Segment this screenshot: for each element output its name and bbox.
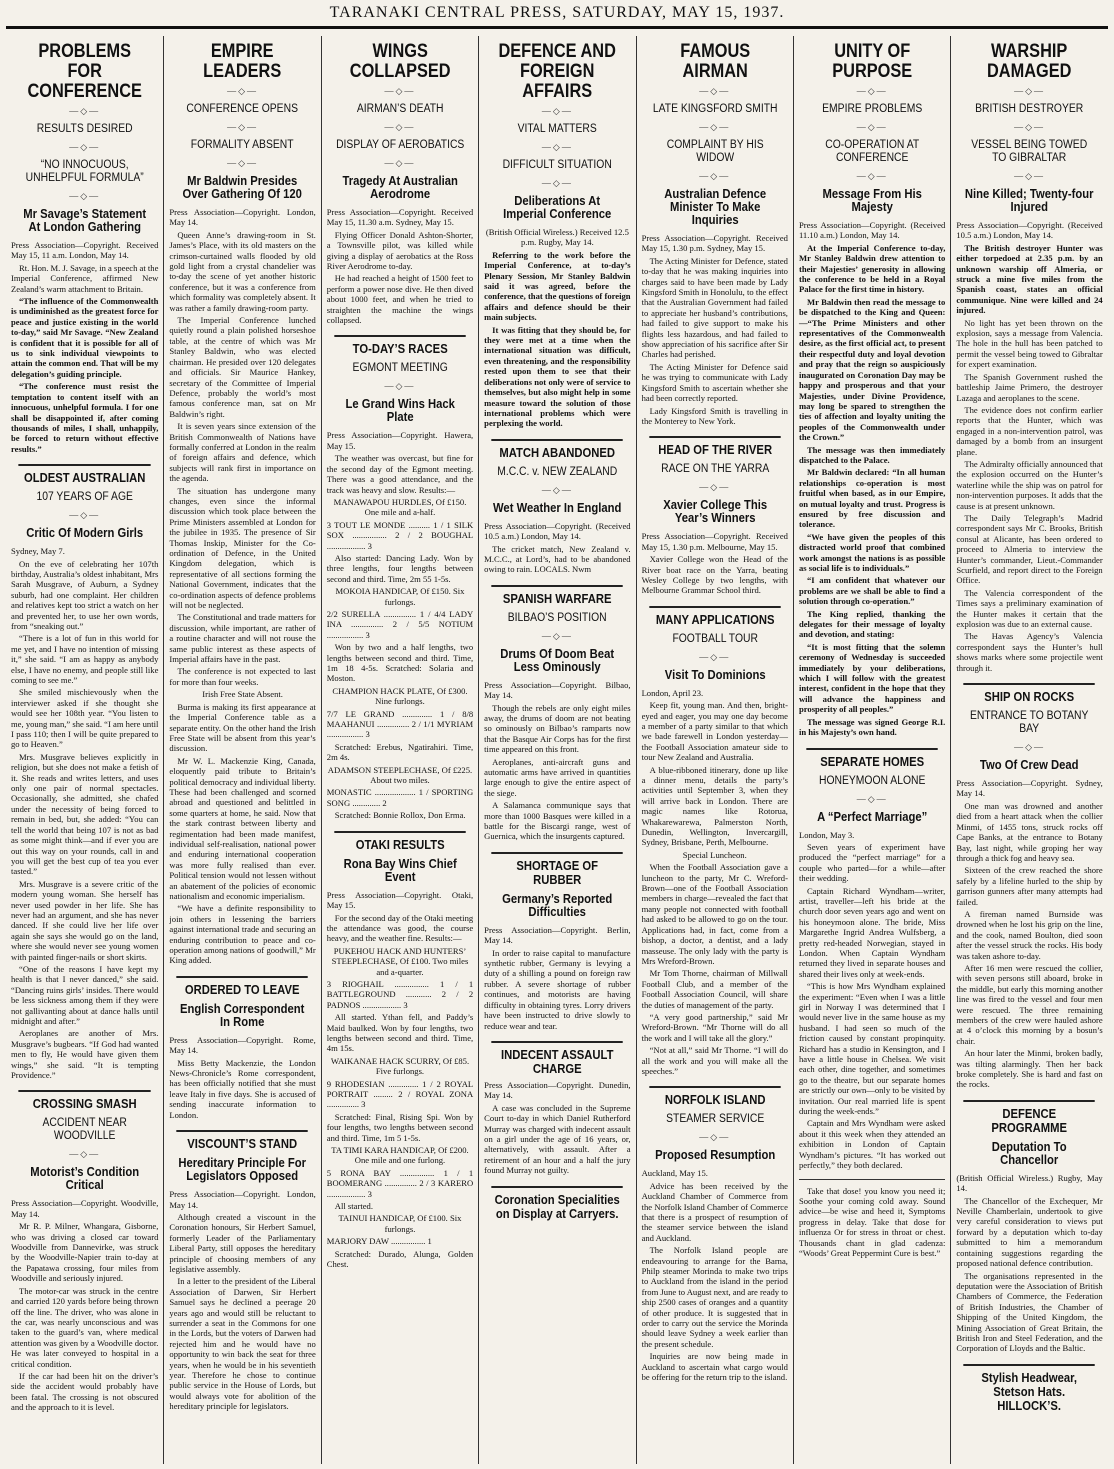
subhead-centered: MANAWAPOU HURDLES, Of £150. One mile and a-half. [333, 496, 467, 518]
masthead-rule [6, 26, 1108, 29]
subheading: HONEYMOON ALONE [818, 774, 926, 787]
subheading: VITAL MATTERS [517, 123, 597, 135]
dateline: Press Association—Copyright. Hawera, May 15. [326, 430, 474, 451]
subheading: Message From His Majesty [822, 187, 922, 214]
paragraph: Won by two and a half lengths, two lengths between second and third. Time, 1m 18 4-5s. Scratched: Solaria and Moston. [326, 642, 474, 684]
paragraph: “We have given the peoples of this distracted world proof that combined work amongst the nations is as possible as social life is to individuals.” [798, 531, 946, 573]
subheading: STEAMER SERVICE [665, 1113, 764, 1126]
ornament-divider: —◇— [69, 191, 101, 201]
dateline: MARJORY DAW ................ 1 [326, 1236, 432, 1247]
subhead-centered: (British Official Wireless.) Received 12.5 p.m. Rugby, May 14. [485, 227, 629, 248]
ornament-divider: —◇— [541, 630, 573, 641]
subheading: Hereditary Principle For Legislators Opposed [178, 1156, 307, 1184]
subhead-centered: CHAMPION HACK PLATE, Of £300. Nine furlongs. [332, 685, 468, 707]
subheading: COMPLAINT BY HIS WIDOW [666, 139, 764, 164]
subheading: Two Of Crew Dead [980, 758, 1079, 773]
column-6 [793, 36, 950, 1464]
paragraph: Captain and Mrs Wyndham were asked about it this week when they attended an exhibition in London of Captain Wyndham’s pictures. “It has worked out perfectly,” they both declared. [798, 1118, 946, 1171]
paragraph: After 16 men were rescued the collier, with seven persons still aboard, broke in the middle, but early this morning another line was fired to the vessel and four men were rescued. The three remaining members of the crew were hauled ashore at 4 o’clock this morning by a bosun’s chair. [956, 962, 1103, 1046]
subheading: Visit To Dominions [664, 667, 766, 682]
ornament-divider: —◇— [227, 122, 259, 132]
paragraph: Take that dose! you know you need it; Soothe your coming cold away. Sound advice—be wise and heed it, Symptoms progress in delay. Take that dose for influenza Or for stress in throat or chest. Thousands chant in glad cadenza: “Woods’ Great Peppermint Cure is best.” [798, 1185, 946, 1258]
ornament-divider: —◇— [856, 86, 888, 96]
paragraph: Mrs. Musgrave is a severe critic of the modern young woman. She herself has never used powder in her life. She has never had an argument, and she has never danced. If she could live her life over again she says she would go on the land, where she would never see young women with painted finger-nails or short skirts. [11, 878, 159, 962]
paragraph: All started. Ythan fell, and Paddy’s Maid baulked. Won by four lengths, two lengths between second and third. Time, 4m 15s. [326, 1012, 474, 1054]
paragraph: At the Imperial Conference to-day, Mr Stanley Baldwin drew attention to their Majesties’ generosity in allowing the conference to be held in a Royal Palace for the first time in history. [798, 242, 946, 295]
paragraph: The situation has undergone many changes, even since the informal discussion which took place between the Prime Ministers assembled at London for the jubilee in 1935. The presence of Sir Thomas Inskip, Minister for the Co-ordination of Defence, in the United Kingdom delegation, which is representative of all sections forming the National Government, indicates that the co-ordination aspects of defence problems will not be neglected. [169, 485, 316, 611]
dateline: London, April 23. [641, 687, 704, 698]
paragraph: The Acting Minister for Defence, stated to-day that he was making inquiries into charges said to have been made by Lady Kingsford Smith in Honolulu, to the effect that the Australian Government had failed to appreciate her husband’s contributions, had failed to give support to make his flights less hazardous, and had failed to show appreciation of his sacrifice after Sir Charles had perished. [641, 255, 788, 360]
paragraph: The Valencia correspondent of the Times says a preliminary examination of the Hunter makes it certain that the explosion was due to an external cause. [956, 587, 1103, 630]
paragraph: Mr W. L. Mackenzie King, Canada, eloquently paid tribute to Britain’s political democracy and individual liberty. These had been challenged and scorned abroad and questioned and belittled in some quarters at home, he said. Now that the stark contrast between liberty and regimentation had been made manifest, individual self-realisation, national power and enduring international cooperation was more fully realised than ever. Political tension would not lessen without an abatement of the policies of economic nationalism and economic imperialism. [169, 755, 316, 901]
paragraph: “The influence of the Commonwealth is undiminished as the greatest force for peace and justice existing in the world to-day,” said Mr Savage. “New Zealand is confident that it is possible for all of us to sink individual viewpoints to attain the common end. That will be my delegation’s guiding principle. [11, 296, 159, 379]
paragraph: Also started: Dancing Lady. Won by three lengths, four lengths between second and third. Time, 2m 55 1-5s. [326, 552, 474, 584]
paragraph: An hour later the Minmi, broken badly, was tilting alarmingly. Then her back broke completely. She is hard and fast on the rocks. [956, 1048, 1103, 1090]
paragraph: Seven years of experiment have produced the “perfect marriage” for a couple who parted—for a while—after their wedding. [798, 841, 946, 884]
dateline: Press Association—Copyright. (Received 10.5 a.m.) London, May 14. [484, 520, 631, 542]
paragraph: One man was drowned and another died from a heart attack when the collier Minmi, of 1455 tons, struck rocks off Cape Banks, at the entrance to Botany Bay, last night, while groping her way through a thick fog and heavy sea. [956, 800, 1103, 863]
dateline: 2/2 SURELLA ............... 1 / 4/4 LADY INA ............... 2 / 5/5 NOTIUM ................. 3 [326, 608, 474, 640]
paragraph: On the eve of celebrating her 107th birthday, Australia’s oldest inhabitant, Mrs Sarah Musgrave, of Auburn, a Sydney suburb, had one complaint. Her children and relatives kept too strict a watch on her and prevented her, to use her own words, from “sneaking out.” [11, 558, 159, 631]
dateline: Press Association—Copyright. Rome, May 14. [169, 1034, 316, 1056]
section-heading: Stylish Headwear, Stetson Hats. HILLOCK’S. [964, 1364, 1096, 1413]
section-heading: MATCH ABANDONED [491, 439, 623, 460]
subheading: Australian Defence Minister To Make Inquiries [663, 187, 766, 227]
masthead [0, 0, 1114, 34]
ornament-divider: —◇— [541, 106, 573, 116]
subheading: Critic Of Modern Girls [26, 526, 144, 541]
dateline: 7/7 LE GRAND .............. 1 / 8/8 MAAHANUI ............... 2 / 1/1 MYRIAM ................. 3 [326, 708, 474, 740]
dateline: Sydney, May 7. [11, 546, 65, 557]
subheading: ENTRANCE TO BOTANY BAY [970, 710, 1089, 736]
headline: EMPIRE LEADERS [203, 41, 282, 82]
paragraph: Referring to the work before the Imperial Conference, at to-day’s Plenary Session, Mr Stanley Baldwin said it was agreed, before the conference, that the questions of foreign affairs and defence should be their main subjects. [484, 249, 631, 323]
subheading: Le Grand Wins Hack Plate [345, 397, 455, 425]
subheading: Tragedy At Australian Aerodrome [342, 174, 458, 201]
ornament-divider: —◇— [1014, 742, 1045, 753]
ornament-divider: —◇— [699, 1132, 731, 1143]
subheading: A “Perfect Marriage” [817, 809, 928, 824]
dateline: Press Association—Copyright. London, May 14. [169, 207, 316, 228]
paragraph: When the Football Association gave a luncheon to the party, Mr C. Wreford-Brown—one of the Football Association members in charge—revealed the fact that many people not connected with football had asked to be allowed to go on the tour. Applications had, in fact, come from a bishop, a doctor, a dentist, and a lady masseuse. The only lady with the party is Mrs Wreford-Brown. [641, 862, 788, 966]
subheading: Xavier College This Year’s Winners [662, 498, 767, 526]
ornament-divider: —◇— [699, 482, 731, 493]
subhead-centered: WAIKANAE HACK SCURRY, Of £85. Five furlongs. [330, 1055, 470, 1077]
dateline: Press Association—Copyright. Sydney, May 14. [956, 778, 1103, 799]
subheading: EMPIRE PROBLEMS [822, 103, 923, 115]
paragraph: In order to raise capital to manufacture synthetic rubber, Germany is levying a duty of a shilling a pound on foreign raw rubber. A severe shortage of rubber continues, and motorists are having difficulty in obtaining tyres. Lorry drivers have been instructed to drive slowly to reduce wear and tear. [484, 947, 631, 1031]
paragraph: Captain Richard Wyndham—writer, artist, traveller—left his bride at the church door seven years ago and went on his honeymoon alone. The bride, Miss Margarethe Ingrid Andrea Wulfsberg, a pretty red-headed Norwegian, stayed in London. When Captain Wyndham returned they lived in separate houses and shared their lives only at week-ends. [798, 885, 946, 979]
ornament-divider: —◇— [69, 1149, 101, 1160]
section-heading: SEPARATE HOMES [806, 748, 938, 769]
paragraph: The weather was overcast, but fine for the second day of the Egmont meeting. There was a good attendance, and the track was heavy and slow. Results:— [326, 453, 474, 495]
paragraph: For the second day of the Otaki meeting the attendance was good, the course heavy, and the weather fine. Results:— [326, 912, 474, 944]
section-heading: SPANISH WARFARE [491, 585, 623, 606]
subhead-centered: ADAMSON STEEPLECHASE, Of £225. About two miles. [327, 764, 473, 786]
ornament-divider: —◇— [384, 381, 416, 392]
ornament-divider: —◇— [69, 510, 101, 521]
section-heading: INDECENT ASSAULT CHARGE [491, 1041, 623, 1076]
paragraph: No light has yet been thrown on the explosion, says a message from Valencia. The hole in the hull has been patched to permit the vessel being towed to Gibraltar for expert examination. [956, 317, 1103, 370]
paragraph: Miss Betty Mackenzie, the London News-Chronicle’s Rome correspondent, has been officially notified that she must leave Italy in five days. She is accused of sending inaccurate information to London. [169, 1057, 316, 1120]
ornament-divider: —◇— [384, 158, 416, 168]
subheading: RESULTS DESIRED [36, 123, 133, 135]
paragraph: Aeroplanes, anti-aircraft guns and automatic arms have arrived in quantities large enough to give the entire aspect of the siege. [484, 756, 631, 798]
paragraph: The organisations represented in the deputation were the Association of British Chambers of Commerce, the Federation of British Industries, the Chamber of Shipping of the United Kingdom, the Mining Association of Great Britain, the British Iron and Steel Federation, and the Corporation of Lloyds and the Baltic. [956, 1270, 1103, 1354]
paragraph: The message was then immediately dispatched to the Palace. [798, 444, 946, 465]
paragraph: “One of the reasons I have kept my health is that I never danced,” she said. “Dancing ruins girls’ insides. There would be less sickness among them if they were not gallivanting about at dance halls until midnight and after.” [11, 963, 159, 1026]
subheading: AIRMAN’S DEATH [356, 103, 444, 115]
subheading: FOOTBALL TOUR [672, 632, 758, 645]
paragraph: In a letter to the president of the Liberal Association of Darwen, Sir Herbert Samuel says he declined a peerage 20 years ago and would still be reluctant to surrender a seat in the Commons for one in the Lords, but the voters of Darwen had rejected him and he would have no opportunity to win back the seat for three years, when he would be in his seventieth year. Therefore he chose to continue public service in the House of Lords, but would always vote for abolition of the hereditary principle for legislators. [169, 1276, 316, 1412]
paragraph: A Salamanca communique says that more than 1000 Basques were killed in a battle for the Biscargi range, west of Guernica, which the insurgents captured. [484, 800, 631, 842]
subheading: Deputation To Chancellor [992, 1139, 1067, 1167]
paragraph: The Admiralty officially announced that the explosion occurred on the Hunter’s waterline while the ship was on patrol for non-intervention purposes. It adds that the cause is at present unknown. [956, 458, 1103, 511]
ornament-divider: —◇— [541, 484, 573, 495]
paragraph: “A very good partnership,” said Mr Wreford-Brown. “Mr Thorne will do all the work and I will take all the glory.” [641, 1011, 788, 1043]
subheading: EGMONT MEETING [352, 362, 448, 375]
subheading: BILBAO’S POSITION [507, 611, 607, 624]
paragraph: “This is how Mrs Wyndham explained the experiment: “Even when I was a little girl in Norway I was determined that I would never live in the same house as my husband. I had seen so much of the friction caused by constant propinquity. Richard has a studio in Kensington, and I have a little house in Chelsea. We visit each other, dine together, and sometimes go to the theatre, but our separate homes are strictly our own—only to be visited by invitation. Our real married life is spent during the week-ends.” [798, 981, 946, 1117]
ornament-divider: —◇— [541, 142, 573, 152]
dateline: Press Association—Copyright. Received May 15, 1.30 p.m. Melbourne, May 15. [641, 531, 788, 552]
paragraph: Scratched: Bonnie Rollox, Don Erma. [334, 810, 466, 821]
subheading: DIFFICULT SITUATION [502, 159, 612, 171]
headline: UNITY OF PURPOSE [832, 41, 913, 82]
paragraph: She smiled mischievously when the interviewer asked if she thought she would see her 108th year. “You listen to me, young man,” she said. “I am here until I pass 110; then I will be quite prepared to go to Heaven.” [11, 687, 159, 750]
paragraph: Mr Tom Thorne, chairman of Millwall Football Club, and a member of the Football Association Council, will share the duties of management of the party. [641, 968, 788, 1010]
paragraph: Scratched: Erebus, Ngatirahiri. Time, 2m 4s. [326, 741, 474, 763]
subhead-centered: Special Luncheon. [682, 849, 747, 860]
dateline: Press Association—Copyright. (Received 11.10 a.m.) London, May 14. [798, 220, 946, 241]
subheading: English Correspondent In Rome [180, 1001, 305, 1029]
section-heading: SHIP ON ROCKS [964, 683, 1096, 704]
dateline: Press Association—Copyright. Bilbao, May 14. [484, 679, 631, 701]
paragraph: Keep fit, young man. And then, bright-eyed and eager, you may one day become a member of a party similar to that which we bade farewell in London yesterday—the Football Association amateur side to tour New Zealand and Australia. [641, 700, 788, 763]
column-3 [321, 36, 478, 1464]
ornament-divider: —◇— [699, 122, 731, 132]
dateline: London, May 3. [798, 829, 855, 840]
ornament-divider: —◇— [69, 142, 101, 152]
paragraph: Rt. Hon. M. J. Savage, in a speech at the Imperial Conference, affirmed New Zealand’s warm attachment to Britain. [11, 262, 159, 294]
dateline: Press Association—Copyright. London, May 14. [169, 1189, 316, 1210]
paragraph: The British destroyer Hunter was either torpedoed at 2.35 p.m. by an unknown warship off Almeria, or struck a mine five miles from the Spanish coast, states an official communique. Nine were killed and 24 injured. [956, 242, 1103, 316]
subheading: Motorist’s Condition Critical [30, 1165, 140, 1193]
paragraph: The Chancellor of the Exchequer, Mr Neville Chamberlain, undertook to give very careful consideration to views put forward by a deputation which to-day submitted to him a memorandum containing suggestions regarding the proposed national defence contribution. [956, 1195, 1103, 1269]
section-heading: OTAKI RESULTS [334, 831, 466, 852]
paragraph: The Constitutional and trade matters for discussion, while important, are rather of a routine character and will not rouse the same public interest as these aspects of Imperial affairs have in the past. [169, 612, 316, 665]
paragraph: Flying Officer Donald Ashton-Shorter, a Townsville pilot, was killed while giving a display of aerobatics at the Ross River Aerodrome to-day. [326, 229, 474, 272]
paragraph: Scratched: Final, Rising Spi. Won by four lengths, two lengths between second and third. Time, 1m 5 1-5s. [326, 1111, 474, 1143]
ornament-divider: —◇— [1014, 171, 1045, 181]
paragraph: Aeroplanes are another of Mrs. Musgrave’s bugbears. “If God had wanted men to fly, He would have given them wings,” she said. “It is tempting Providence.” [11, 1028, 159, 1081]
dateline: Press Association—Copyright. Woodville, May 14. [11, 1198, 159, 1219]
section-heading: MANY APPLICATIONS [649, 606, 781, 627]
dateline: MONASTIC ................... 1 / SPORTING SONG ............. 2 [326, 787, 474, 808]
paragraph: Lady Kingsford Smith is travelling in the Monterey to New York. [641, 405, 788, 426]
ornament-divider: —◇— [1014, 86, 1045, 96]
ornament-divider: —◇— [384, 122, 416, 132]
subheading: Mr Baldwin Presides Over Gathering Of 120 [182, 174, 303, 201]
dateline: 3 TOUT LE MONDE .......... 1 / 1 SILK SOX ................ 2 / 2 BOUGHAL .................. 3 [326, 519, 474, 551]
paragraph: The cricket match, New Zealand v. M.C.C., at Lord’s, had to be abandoned owing to rain. LOCALS. Nwm [484, 543, 631, 575]
paragraph: The King replied, thanking the delegates for their message of loyalty and devotion, and stating: [798, 608, 946, 640]
dateline: Press Association—Copyright. Berlin, May 14. [484, 924, 631, 946]
ornament-divider: —◇— [699, 86, 731, 96]
paragraph: The motor-car was struck in the centre and carried 120 yards before being thrown off the line. The driver, who was alone in the car, was nearly unconscious and was taken to the guard’s van, where medical attention was given by a Woodville doctor. He was later conveyed to hospital in a critical condition. [11, 1285, 159, 1369]
column-rule [799, 1179, 945, 1180]
headline: WARSHIP DAMAGED [987, 41, 1072, 82]
ornament-divider: —◇— [227, 86, 259, 96]
dateline: Auckland, May 15. [641, 1168, 708, 1179]
paragraph: Mr R. P. Milner, Whangara, Gisborne, who was driving a closed car toward Woodville from Dannevirke, was struck by the Woodville-Napier train to-day at the Papatawa crossing, four miles from Woodville and seriously injured. [11, 1221, 159, 1284]
ornament-divider: —◇— [699, 171, 731, 181]
paragraph: “There is a lot of fun in this world for me yet, and I have no intention of missing it,” she said. “I am as happy as anybody else, I have no enemy, and people still like coming to see me.” [11, 633, 159, 685]
paragraph: He had reached a height of 1500 feet to perform a power nose dive. He then dived about 1000 feet, and when he tried to straighten the machine the wings collapsed. [326, 273, 474, 326]
paragraph: If the car had been hit on the driver’s side the accident would probably have been fatal. The crossing is not obscured and the approach to it is level. [11, 1370, 159, 1413]
paragraph: The Daily Telegraph’s Madrid correspondent says Mr C. Brooks, British consul at Alicante, has been ordered to proceed to Almeria to interview the Hunter’s commander, Lieut.-Commander Scurfield, and report direct to the Foreign Office. [956, 512, 1103, 586]
section-heading: SHORTAGE OF RUBBER [491, 852, 623, 887]
subheading: M.C.C. v. NEW ZEALAND [497, 465, 618, 478]
paragraph: Though the rebels are only eight miles away, the drums of doom are not beating so ominously on Bilbao’s ramparts now that the Basque Air Corps has for the first time appeared on this front. [484, 702, 631, 755]
ornament-divider: —◇— [69, 106, 101, 116]
subheading: Deliberations At Imperial Conference [503, 194, 612, 221]
dateline: Press Association—Copyright. Received May 15, 1.30 p.m. Sydney, May 15. [641, 233, 788, 254]
section-heading: NORFOLK ISLAND [649, 1086, 781, 1107]
subheading: Nine Killed; Twenty-four Injured [965, 187, 1094, 214]
subhead-centered: Irish Free State Absent. [202, 689, 283, 700]
paragraph: All started. [334, 1201, 373, 1212]
paragraph: The message was signed George R.I. in his Majesty’s own hand. [798, 716, 946, 738]
paragraph: Xavier College won the Head of the River boat race on the Yarra, beating Wesley College by two lengths, with Melbourne Grammar School third. [641, 554, 788, 596]
paragraph: “The conference must resist the temptation to content itself with an innocuous, unhelpful formula. I for one shall be disappointed if, after coming thousands of miles, I shall, unhappily, be forced to return without effective results.” [11, 381, 159, 454]
paragraph: A blue-ribboned itinerary, done up like a dinner menu, details the party’s activities until September 3, when they will arrive back in London. There are magic names like Rotorua, Whakarewarewa, Palmerston North, Dunedin, Wellington, Invercargill, Sydney, Brisbane, Perth, Melbourne. [641, 764, 788, 848]
dateline: 3 RIOGHAIL ................ 1 / 1 BATTLEGROUND ............ 2 / 2 PADNOS .................. 3 [326, 978, 474, 1010]
ornament-divider: —◇— [856, 793, 888, 804]
paragraph: The Imperial Conference lunched quietly round a plain polished horseshoe table, at the centre of which was Mr Stanley Baldwin, who was elected chairman. He presided over 120 delegates and officials. Sir Maurice Hankey, secretary of the Committee of Imperial Defence, probably the world’s most famous conference man, sat on Mr Baldwin’s right. [169, 315, 316, 419]
subheading: Proposed Resumption [654, 1148, 775, 1163]
subheading: CO-OPERATION AT CONFERENCE [825, 139, 920, 164]
subheading: ACCIDENT NEAR WOODVILLE [42, 1117, 127, 1143]
paragraph: “It is most fitting that the solemn ceremony of Wednesday is succeeded immediately by your deliberations, which I will follow with the greatest interest, confident in the hope that they will advance the happiness and prosperity of all peoples.” [798, 641, 946, 715]
subhead-centered: TA TIMI KARA HANDICAP, Of £200. One mile and one furlong. [331, 1145, 469, 1166]
column-4 [478, 36, 635, 1464]
paragraph: Burma is making its first appearance at the Imperial Conference table as a separate entity. On the other hand the Irish Free State will be absent from this year’s discussion. [169, 701, 316, 754]
section-heading: TO-DAY’S RACES [334, 335, 466, 356]
paragraph: The evidence does not confirm earlier reports that the Hunter, which was engaged in a non-intervention patrol, was damaged by a bomb from an insurgent plane. [956, 404, 1103, 457]
paragraph: The Norfolk Island people are endeavouring to arrange for the Barna, Philp steamer Morinda to make two trips to Auckland from the island in the period from June to August next, and are ready to ship 2500 cases of oranges and a quantity of other produce. It is suggested that in order to carry out the service the Morinda should leave Sydney a week earlier than the present schedule. [641, 1245, 788, 1349]
paragraph: The Acting Minister for Defence said he was trying to communicate with Lady Kingsford Smith to ascertain whether she had been correctly reported. [641, 361, 788, 404]
paragraph: It is seven years since extension of the British Commonwealth of Nations have formally conferred at London in the realm of foreign affairs and defence, which subjects will rank first in importance on the agenda. [169, 421, 316, 484]
section-heading: ORDERED TO LEAVE [177, 976, 309, 997]
headline: PROBLEMS FOR CONFERENCE [27, 41, 142, 102]
paragraph: “I am confident that whatever our problems are we shall be able to find a solution through co-operation.” [798, 575, 946, 607]
paragraph: “We have a definite responsibility to join others in lessening the barriers against international trade and securing an enduring contribution to peace and co-operation among nations of goodwill,” Mr King added. [169, 903, 316, 966]
paragraph: Advice has been received by the Auckland Chamber of Commerce from the Norfolk Island Chamber of Commerce that there is a prospect of resumption of the steamer service between the island and Auckland. [641, 1180, 788, 1243]
section-heading: HEAD OF THE RIVER [649, 436, 781, 457]
columns [6, 36, 1108, 1464]
paragraph: Queen Anne’s drawing-room in St. James’s Place, with its old masters on the crimson-curtained walls flooded by old gold light from a crystal chandelier was to-day the scene of yet another historic conference, but it was a conference from which formality was completely absent. It was rather a family drawing-room party. [169, 229, 316, 313]
ornament-divider: —◇— [699, 651, 731, 662]
subheading: “NO INNOCUOUS, UNHELPFUL FORMULA” [25, 159, 144, 184]
paragraph: The Spanish Government rushed the battleship Jaime Primero, the destroyer Lazaga and aeroplanes to the scene. [956, 371, 1103, 403]
section-heading: OLDEST AUSTRALIAN [18, 464, 151, 485]
dateline: Press Association—Copyright. (Received 10.5 a.m.) London, May 14. [956, 220, 1103, 241]
ornament-divider: —◇— [227, 158, 259, 168]
subhead-centered: MOKOIA HANDICAP, Of £150. Six furlongs. [335, 586, 465, 607]
paragraph: Inquiries are now being made in Auckland to ascertain what cargo would be offering for the return trip to the island. [641, 1351, 788, 1383]
subheading: Rona Bay Wins Chief Event [343, 856, 457, 884]
dateline: 9 RHODESIAN .............. 1 / 2 ROYAL PORTRAIT ......... 2 / ROYAL ZONA ............... 3 [326, 1078, 474, 1110]
dateline: (British Official Wireless.) Rugby, May 14. [956, 1172, 1103, 1194]
subheading: LATE KINGSFORD SMITH [652, 103, 778, 115]
paragraph: Sixteen of the crew reached the shore safely by a lifeline hurled to the ship by garrison gunners after many attempts had failed. [956, 865, 1103, 907]
subheading: Mr Savage’s Statement At London Gathering [23, 207, 147, 234]
paragraph: Scratched: Durado, Alunga, Golden Chest. [326, 1248, 474, 1270]
column-5 [636, 36, 793, 1464]
paragraph: Mrs. Musgrave believes explicitly in religion, but she does not make a fetish of it. She reads and writes letters, and uses only one pair of normal spectacles. Occasionally, she admitted, she chafed under the necessity of being forced to remain in bed, but, she added: “You can tell the world that being 107 is not as bad as some might think—and if ever you are out this way on your rounds, call in and you will get the best cup of tea you ever tasted.” [11, 751, 159, 877]
paragraph: Although created a viscount in the Coronation honours, Sir Herbert Samuel, formerly Leader of the Parliamentary Liberal Party, still opposes the hereditary principle of choosing members of any legislative assembly. [169, 1211, 316, 1274]
paragraph: It was fitting that they should be, for they were met at a time when the international situation was difficult, even threatening, and the responsibility rested upon them to see that their deliberations not only were of service to themselves, but also might help in some measure toward the solution of those international problems which were perplexing the world. [484, 324, 631, 429]
subheading: 107 YEARS OF AGE [36, 491, 133, 504]
paragraph: The Havas Agency’s Valencia correspondent says the Hunter’s hull shows marks where some projectile went through it. [956, 631, 1103, 673]
headline: WINGS COLLAPSED [349, 41, 451, 82]
column-7 [950, 36, 1107, 1464]
paragraph: A case was concluded in the Supreme Court to-day in which Daniel Rutherford Murray was charged with indecent assault on a girl under the age of 16 years, or, alternatively, with assault. After a retirement of an hour and a half the jury found Murray not guilty. [484, 1102, 631, 1176]
subheading: Wet Weather In England [493, 500, 622, 515]
section-heading: Coronation Specialities on Display at Carryers. [491, 1186, 623, 1221]
column-1 [6, 36, 163, 1464]
paragraph: Mr Baldwin declared: “In all human relationships co-operation is most fruitful when based, as in our Empire, on mutual loyalty and trust. Progress is ensured by free discussion and tolerance. [798, 467, 946, 530]
subheading: VESSEL BEING TOWED TO GIBRALTAR [971, 139, 1088, 164]
subhead-centered: TAINUI HANDICAP, Of £100. Six furlongs. [338, 1213, 462, 1234]
dateline: Press Association—Copyright. Received May 15, 11 a.m. London, May 14. [11, 240, 159, 261]
subheading: FORMALITY ABSENT [191, 139, 294, 151]
subheading: CONFERENCE OPENS [186, 103, 299, 115]
subheading: RACE ON THE YARRA [660, 463, 769, 476]
subheading: DISPLAY OF AEROBATICS [335, 139, 465, 151]
paragraph: The conference is not expected to last for more than four weeks. [169, 666, 316, 687]
subheading: Drums Of Doom Beat Less Ominously [500, 646, 615, 674]
section-heading: DEFENCE PROGRAMME [964, 1100, 1096, 1135]
column-2 [163, 36, 320, 1464]
dateline: Press Association—Copyright. Otaki, May 15. [326, 889, 474, 911]
paragraph: A fireman named Burnside was drowned when he lost his grip on the line, and the cook, named Boulton, died soon after the vessel struck the rocks. His body was taken ashore to-day. [956, 908, 1103, 961]
subheading: BRITISH DESTROYER [975, 103, 1084, 115]
subhead-centered: PUKEHOU HACK AND HUNTERS’ STEEPLECHASE, Of £100. Two miles and a-quarter. [331, 945, 469, 977]
headline: FAMOUS AIRMAN [679, 41, 750, 82]
dateline: Press Association—Copyright. Received May 15, 11.30 a.m. Sydney, May 15. [326, 207, 474, 228]
ornament-divider: —◇— [856, 122, 888, 132]
ornament-divider: —◇— [541, 178, 573, 188]
section-heading: VISCOUNT’S STAND [177, 1130, 309, 1151]
masthead-title: TARANAKI CENTRAL PRESS, SATURDAY, MAY 15, 1937. [329, 4, 785, 21]
ornament-divider: —◇— [384, 86, 416, 96]
dateline: Press Association—Copyright. Dunedin, May 14. [484, 1079, 631, 1101]
paragraph: “Not at all,” said Mr Thorne. “I will do all the work and you will make all the speeches.” [641, 1045, 788, 1076]
dateline: 5 RONA BAY ................ 1 / 1 BOOMERANG ............... 2 / 3 KARERO .................. 3 [326, 1167, 474, 1199]
headline: DEFENCE AND FOREIGN AFFAIRS [498, 41, 617, 102]
paragraph: Mr Baldwin then read the message to be dispatched to the King and Queen:—“The Prime Ministers and other representatives of the Commonwealth desire, as the first official act, to present their respectful duty and loyal devotion and pray that the reign so auspiciously inaugurated on Coronation Day may be happy and prosperous and that your Majesties, under Divine Providence, may long be spared to strengthen the ties of affection and loyalty uniting the peoples of the Commonwealth under the Crown.” [798, 296, 946, 443]
ornament-divider: —◇— [1014, 122, 1045, 132]
ornament-divider: —◇— [856, 171, 888, 181]
section-heading: CROSSING SMASH [18, 1090, 151, 1111]
subheading: Germany’s Reported Difficulties [502, 891, 613, 919]
